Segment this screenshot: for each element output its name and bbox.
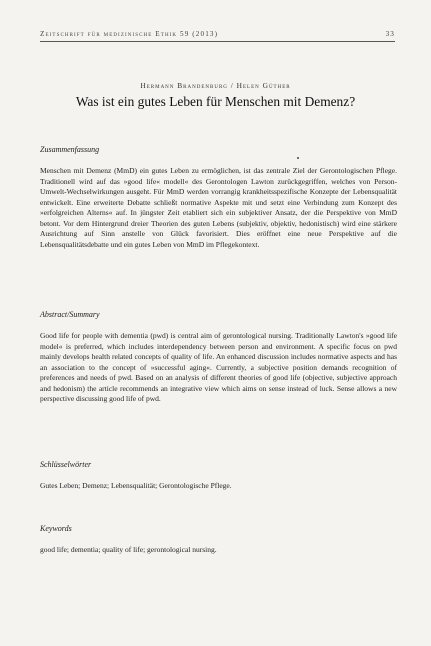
keywords-text: good life; dementia; quality of life; gerontological nursing. xyxy=(40,545,217,554)
article-authors: Hermann Brandenburg / Helen Güther xyxy=(140,81,291,90)
schluesselwoerter-heading: Schlüsselwörter xyxy=(40,460,92,469)
abstract-text: Good life for people with dementia (pwd) is central aim of gerontological nursing. Traditionally Lawton's »good life model« is preferred, which includes interdependency between person and environment. A specific focus on pwd mainly develops health related concepts of quality of life. An enhanced discussion includes normative aspects and has an association to the concept of »successful aging«. Currently, a subjective position demands recognition of preferences and needs of pwd. Based on an analysis of different theories of good life (objective, subjective approach and hedonism) the article recommends an integrative view which aims on sense instead of luck. Sense allows a new perspective discussing good life of pwd. xyxy=(40,331,397,403)
speck-mark xyxy=(297,157,299,159)
running-head xyxy=(40,30,395,38)
journal-citation: Zeitschrift für medizinische Ethik 59 (2013) xyxy=(40,30,219,38)
page-number: 33 xyxy=(385,30,395,38)
zusammenfassung-heading: Zusammenfassung xyxy=(40,145,100,154)
header-rule xyxy=(40,41,395,42)
zusammenfassung-text: Menschen mit Demenz (MmD) ein gutes Leben zu ermöglichen, ist das zentrale Ziel der Gerontologischen Pflege. Traditionell wird auf das »good life« modell« des Gerontologen Lawton zurückgegriffen, welches von Person-Umwelt-Wechselwirkungen ausgeht. Für MmD werden vorrangig krankheitsspezifische Konzepte der Lebensqualität entwickelt. Eine erweiterte Debatte schließt normative Aspekte mit und setzt eine Verbindung zum Konzept des »erfolgreichen Alterns« auf. In jüngster Zeit etabliert sich ein subjektiver Ansatz, der die Perspektive von MmD betont. Vor dem Hintergrund dreier Theorien des guten Lebens (subjektiv, objektiv, hedonistisch) wird eine stärkere Ausrichtung auf Sinn anstelle von Glück favorisiert. Dies eröffnet eine neue Perspektive auf die Lebensqualitätsdebatte und ein gutes Leben von MmD im Pflegekontext. xyxy=(40,166,397,249)
abstract-heading: Abstract/Summary xyxy=(40,310,100,319)
article-title: Was ist ein gutes Leben für Menschen mit Demenz? xyxy=(75,94,356,109)
schluesselwoerter-text: Gutes Leben; Demenz; Lebensqualität; Gerontologische Pflege. xyxy=(40,481,232,490)
keywords-heading: Keywords xyxy=(40,524,72,533)
